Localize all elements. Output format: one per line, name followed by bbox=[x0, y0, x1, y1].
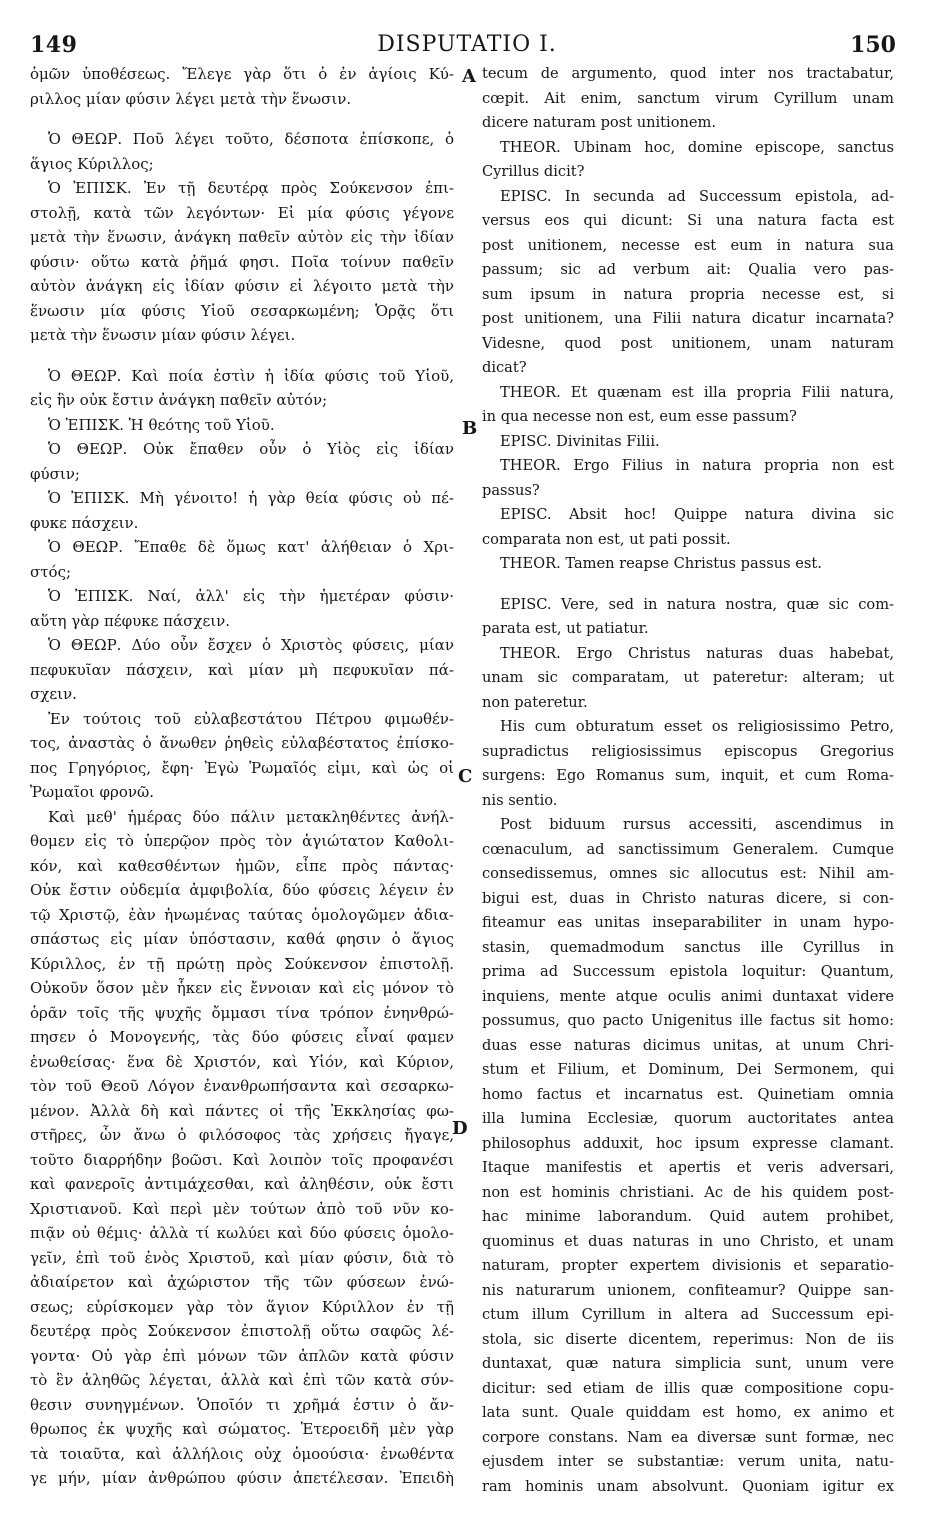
running-title: DISPUTATIO I. bbox=[377, 32, 557, 57]
latin-line: THEOR. Ergo Filius in natura propria non est bbox=[500, 457, 894, 474]
latin-line: surgens: Ego Romanus sum, inquit, et cum Roma- bbox=[482, 767, 894, 784]
greek-line: πιᾷν οὐ θέμις· ἀλλὰ τί κωλύει καὶ δύο φύσεις ὁμολο- bbox=[30, 1224, 454, 1242]
greek-line: Οὐκ ἔστιν οὐδεμία ἀμφιβολία, δύο φύσεις λέγειν ἐν bbox=[30, 881, 454, 899]
greek-line: Χριστιανοῦ. Καὶ περὶ μὲν τούτων ἀπὸ τοῦ νῦν κο- bbox=[30, 1199, 454, 1218]
greek-line: τοῦτο διαρρήδην βοῶσι. Καὶ λοιπὸν τοῖς προφανέσι bbox=[30, 1150, 454, 1169]
latin-line: ram hominis unam absolvunt. Quoniam igitur ex bbox=[482, 1477, 894, 1495]
greek-line: πεφυκυῖαν πάσχειν, καὶ μίαν μὴ πεφυκυῖαν πά- bbox=[30, 660, 454, 679]
greek-line: καὶ φανεροῖς ἀντιμάχεσθαι, καὶ ἀληθέσιν, οὐκ ἔστι bbox=[30, 1175, 454, 1193]
latin-line: EPISC. In secunda ad Successum epistola, ad- bbox=[500, 187, 894, 205]
section-marker-a: A bbox=[462, 66, 476, 87]
latin-line: duntaxat, quæ natura simplicia sunt, unum vere bbox=[482, 1355, 894, 1372]
latin-line: naturam, propter expertem divisionis et separatio- bbox=[482, 1257, 894, 1274]
latin-line: supradictus religiosissimus episcopus Gregorius bbox=[482, 742, 894, 760]
greek-line: μένον. Ἀλλὰ δὴ καὶ πάντες οἱ τῆς Ἐκκλησίας φω- bbox=[30, 1101, 454, 1120]
latin-line: lata sunt. Quale quiddam est homo, ex animo et bbox=[482, 1404, 894, 1421]
greek-line: ὁμῶν ὑποθέσεως. Ἔλεγε γὰρ ὅτι ὁ ἐν ἁγίοις Κύ- bbox=[30, 65, 454, 83]
latin-line: sum ipsum in natura propria necesse est, si bbox=[482, 285, 894, 303]
greek-line: Ὁ ΘΕΩΡ. Οὐκ ἔπαθεν οὖν ὁ Υἱὸς εἰς ἰδίαν bbox=[48, 440, 454, 458]
greek-line: Ὁ ΘΕΩΡ. Ἔπαθε δὲ ὅμως κατ' ἀλήθειαν ὁ Χρι- bbox=[48, 538, 454, 556]
latin-line: prima ad Successum epistola loquitur: Quantum, bbox=[482, 963, 894, 980]
latin-line: THEOR. Ubinam hoc, domine episcope, sanctus bbox=[500, 138, 894, 156]
greek-line: σεως; εὑρίσκομεν γὰρ τὸν ἅγιον Κύριλλον ἐν τῇ bbox=[30, 1297, 454, 1316]
latin-line: nis naturarum unionem, confiteamur? Quippe san- bbox=[482, 1281, 894, 1299]
greek-line: αὐτὸν ἀνάγκη εἰς ἰδίαν φύσιν εἰ λέγοιτο μετὰ τὴν bbox=[30, 277, 454, 295]
greek-line: Ῥωμαῖοι φρονῶ. bbox=[30, 783, 154, 801]
section-marker-b: B bbox=[462, 418, 478, 439]
latin-line: ejusdem inter se substantiæ: verum unita, natu- bbox=[482, 1453, 894, 1470]
greek-line: γε μήν, μίαν ἀνθρώπου φύσιν ἀπετέλεσαν. Ἐπειδὴ bbox=[30, 1469, 454, 1487]
greek-line: τος, ἀναστὰς ὁ ἄνωθεν ῥηθεὶς εὐλαβέστατος ἐπίσκο- bbox=[30, 734, 454, 752]
section-marker-c: C bbox=[458, 766, 473, 787]
greek-line: ἀδιαίρετον καὶ ἀχώριστον τῆς τῶν φύσεων ἑνώ- bbox=[30, 1273, 454, 1291]
greek-line: κόν, καὶ καθεσθέντων ἡμῶν, εἶπε πρὸς πάντας· bbox=[30, 856, 454, 875]
page-number-right: 150 bbox=[850, 32, 896, 58]
greek-line: τὰ τοιαῦτα, καὶ ἀλλήλοις οὐχ ὁμοούσια· ἑνωθέντα bbox=[30, 1444, 454, 1463]
latin-line: EPISC. Divinitas Filii. bbox=[500, 432, 660, 450]
latin-line: corpore constans. Nam ea diversæ sunt formæ, nec bbox=[482, 1428, 894, 1446]
latin-line: possumus, quo pacto Unigenitus ille factus sit homo: bbox=[482, 1012, 894, 1029]
latin-line: THEOR. Et quænam est illa propria Filii natura, bbox=[500, 383, 894, 401]
greek-line: πησεν ὁ Μονογενής, τὰς δύο φύσεις εἶναί φαμεν bbox=[30, 1028, 454, 1046]
greek-line: φύσιν; bbox=[30, 464, 80, 483]
latin-line: Videsne, quod post unitionem, unam naturam bbox=[482, 334, 894, 352]
latin-line: dicitur: sed etiam de illis quæ compositione copu- bbox=[482, 1379, 894, 1397]
latin-line: cœnaculum, ad sanctissimum Generalem. Cumque bbox=[482, 840, 894, 858]
greek-line: δευτέρᾳ πρὸς Σούκενσον ἐπιστολῇ οὕτω σαφῶς λέ- bbox=[30, 1322, 454, 1340]
greek-line: μετὰ τὴν ἕνωσιν μίαν φύσιν λέγει. bbox=[30, 326, 296, 344]
greek-line: Ὁ ΘΕΩΡ. Ποῦ λέγει τοῦτο, δέσποτα ἐπίσκοπε, ὁ bbox=[48, 130, 454, 148]
greek-line: Ὁ ἘΠΙΣΚ. Μὴ γένοιτο! ἡ γὰρ θεία φύσις οὐ πέ- bbox=[48, 489, 454, 507]
latin-line: non pateretur. bbox=[482, 693, 588, 711]
latin-line: EPISC. Vere, sed in natura nostra, quæ sic com- bbox=[500, 595, 894, 613]
greek-line: σπάστως εἰς μίαν ὑπόστασιν, καθά φησιν ὁ ἅγιος bbox=[30, 930, 454, 948]
latin-line: cœpit. Ait enim, sanctum virum Cyrillum unam bbox=[482, 89, 894, 107]
greek-line: ριλλος μίαν φύσιν λέγει μετὰ τὴν ἕνωσιν. bbox=[30, 89, 352, 108]
greek-line: Ὁ ΘΕΩΡ. Δύο οὖν ἔσχεν ὁ Χριστὸς φύσεις, μίαν bbox=[48, 636, 454, 654]
greek-text-column bbox=[30, 62, 454, 1491]
greek-line: ὁρᾶν τοῖς τῆς ψυχῆς ὄμμασι τίνα τρόπον ἐνηνθρώ- bbox=[30, 1003, 454, 1022]
greek-line: Ὁ ΘΕΩΡ. Καὶ ποία ἐστὶν ἡ ἰδία φύσις τοῦ Υἱοῦ, bbox=[48, 366, 454, 385]
greek-line: ἅγιος Κύριλλος; bbox=[30, 154, 154, 173]
greek-line: μετὰ τὴν ἕνωσιν, ἀνάγκη παθεῖν αὐτὸν εἰς τὴν ἰδίαν bbox=[30, 228, 454, 246]
latin-line: fiteamur eas unitas inseparabiliter in unam hypo- bbox=[482, 914, 894, 931]
latin-line: Itaque manifestis et apertis et veris adversari, bbox=[482, 1159, 894, 1176]
latin-line: bigui est, duas in Christo naturas dicere, si con- bbox=[482, 889, 894, 907]
latin-line: illa lumina Ecclesiæ, quorum auctoritates antea bbox=[482, 1110, 894, 1127]
latin-line: EPISC. Absit hoc! Quippe natura divina sic bbox=[500, 506, 894, 523]
greek-line: Οὐκοῦν ὅσον μὲν ἧκεν εἰς ἔννοιαν καὶ εἰς μόνον τὸ bbox=[30, 979, 454, 997]
latin-line: nis sentio. bbox=[482, 791, 558, 809]
greek-line: Ὁ ἘΠΙΣΚ. Ἐν τῇ δευτέρᾳ πρὸς Σούκενσον ἐπι- bbox=[48, 179, 454, 197]
greek-line: στολῇ, κατὰ τῶν λεγόντων· Εἰ μία φύσις γέγονε bbox=[30, 203, 454, 222]
greek-line: Ἐν τούτοις τοῦ εὐλαβεστάτου Πέτρου φιμωθέν- bbox=[48, 709, 454, 728]
greek-line: τὸν τοῦ Θεοῦ Λόγον ἐνανθρωπήσαντα καὶ σεσαρκω- bbox=[30, 1077, 454, 1095]
latin-line: His cum obturatum esset os religiosissimo Petro, bbox=[500, 718, 894, 735]
latin-line: hac minime laborandum. Quid autem prohibet, bbox=[482, 1208, 894, 1225]
latin-line: passum; sic ad verbum ait: Qualia vero pas- bbox=[482, 261, 894, 278]
greek-line: θομεν εἰς τὸ ὑπερῷον πρὸς τὸν ἁγιώτατον Καθολι- bbox=[30, 832, 454, 850]
greek-line: αὕτη γὰρ πέφυκε πάσχειν. bbox=[30, 611, 231, 630]
latin-line: stasin, quemadmodum sanctus ille Cyrillus in bbox=[482, 938, 894, 956]
greek-line: ἑνωθείσας· ἕνα δὲ Χριστόν, καὶ Υἱόν, καὶ Κύριον, bbox=[30, 1052, 454, 1071]
greek-line: Καὶ μεθ' ἡμέρας δύο πάλιν μετακληθέντες ἀνήλ- bbox=[48, 807, 454, 826]
greek-line: στός; bbox=[30, 562, 72, 581]
latin-line: inquiens, mente atque oculis animi duntaxat videre bbox=[482, 987, 894, 1005]
latin-line: duas esse naturas dicimus unitas, at unum Chri- bbox=[482, 1036, 894, 1054]
latin-line: dicere naturam post unitionem. bbox=[482, 114, 717, 131]
greek-line: γοντα· Οὐ γὰρ ἐπὶ μόνων τῶν ἁπλῶν κατὰ φύσιν bbox=[30, 1346, 454, 1365]
latin-line: comparata non est, ut pati possit. bbox=[482, 530, 731, 548]
greek-line: τὸ ἓν ἀληθῶς λέγεται, ἀλλὰ καὶ ἐπὶ τῶν κατὰ σύν- bbox=[30, 1371, 454, 1389]
greek-line: γεῖν, ἐπὶ τοῦ ἑνὸς Χριστοῦ, καὶ μίαν φύσιν, διὰ τὸ bbox=[30, 1248, 454, 1267]
latin-line: passus? bbox=[482, 481, 540, 499]
latin-line: Cyrillus dicit? bbox=[482, 163, 585, 180]
latin-line: THEOR. Tamen reapse Christus passus est. bbox=[500, 555, 822, 572]
latin-line: Post biduum rursus accessiti, ascendimus in bbox=[500, 816, 894, 833]
greek-line: σχειν. bbox=[30, 685, 77, 703]
greek-line: θεσιν συνηγμένων. Ὁποῖόν τι χρῆμά ἐστιν ὁ ἄν- bbox=[30, 1395, 454, 1414]
latin-line: parata est, ut patiatur. bbox=[482, 620, 649, 637]
latin-line: tecum de argumento, quod inter nos tractabatur, bbox=[482, 65, 894, 82]
greek-line: θρωπος ἐκ ψυχῆς καὶ σώματος. Ἑτεροειδῆ μὲν γὰρ bbox=[30, 1420, 454, 1438]
latin-line: post unitionem, necesse est eum in natura sua bbox=[482, 236, 894, 254]
latin-line: non est hominis christiani. Ac de his quidem post- bbox=[482, 1183, 894, 1201]
latin-line: homo factus et incarnatus est. Quinetiam omnia bbox=[482, 1085, 894, 1103]
greek-line: Ὁ ἘΠΙΣΚ. Ἡ θεότης τοῦ Υἱοῦ. bbox=[48, 415, 275, 434]
latin-line: ctum illum Cyrillum in altera ad Successum epi- bbox=[482, 1306, 894, 1323]
greek-line: τῷ Χριστῷ, ἐὰν ἡνωμένας ταύτας ὁμολογῶμεν ἀδια- bbox=[30, 905, 454, 924]
section-marker-d: D bbox=[452, 1118, 468, 1139]
latin-line: dicat? bbox=[482, 359, 527, 376]
latin-line: philosophus adduxit, hoc ipsum expresse clamant. bbox=[482, 1134, 894, 1152]
latin-line: stum et Filium, et Dominum, Dei Sermonem, qui bbox=[482, 1061, 894, 1078]
latin-line: THEOR. Ergo Christus naturas duas habebat, bbox=[500, 644, 894, 662]
greek-line: εἰς ἣν οὐκ ἔστιν ἀνάγκη παθεῖν αὐτόν; bbox=[30, 391, 328, 409]
greek-line: φυκε πάσχειν. bbox=[30, 513, 139, 532]
latin-line: versus eos qui dicunt: Si una natura facta est bbox=[482, 212, 894, 229]
greek-line: φύσιν· οὕτω κατὰ ῥῆμά φησι. Ποῖα τοίνυν παθεῖν bbox=[30, 252, 454, 271]
latin-line: in qua necesse non est, eum esse passum? bbox=[482, 408, 797, 425]
latin-text-column bbox=[482, 62, 894, 1499]
greek-line: πος Γρηγόριος, ἔφη· Ἐγὼ Ῥωμαῖός εἰμι, καὶ ὡς οἱ bbox=[30, 758, 454, 777]
latin-line: quominus et duas naturas in uno Christo, et unam bbox=[482, 1232, 894, 1250]
greek-line: στῆρες, ὧν ἄνω ὁ φιλόσοφος τὰς χρήσεις ἤγαγε, bbox=[30, 1126, 454, 1144]
latin-line: stola, sic diserte dicentem, reperimus: Non de iis bbox=[482, 1330, 894, 1348]
greek-line: Ὁ ἘΠΙΣΚ. Ναί, ἀλλ' εἰς τὴν ἡμετέραν φύσιν· bbox=[48, 587, 454, 605]
page-number-left: 149 bbox=[30, 32, 78, 58]
latin-line: unam sic comparatam, ut pateretur: alteram; ut bbox=[482, 669, 894, 686]
greek-line: ἕνωσιν μία φύσις Υἱοῦ σεσαρκωμένη; Ὁρᾷς ὅτι bbox=[30, 301, 454, 320]
greek-line: Κύριλλος, ἐν τῇ πρώτῃ πρὸς Σούκενσον ἐπιστολῇ. bbox=[30, 954, 454, 973]
latin-line: consedissemus, omnes sic allocutus est: Nihil am- bbox=[482, 865, 894, 882]
latin-line: post unitionem, una Filii natura dicatur incarnata? bbox=[482, 310, 894, 327]
